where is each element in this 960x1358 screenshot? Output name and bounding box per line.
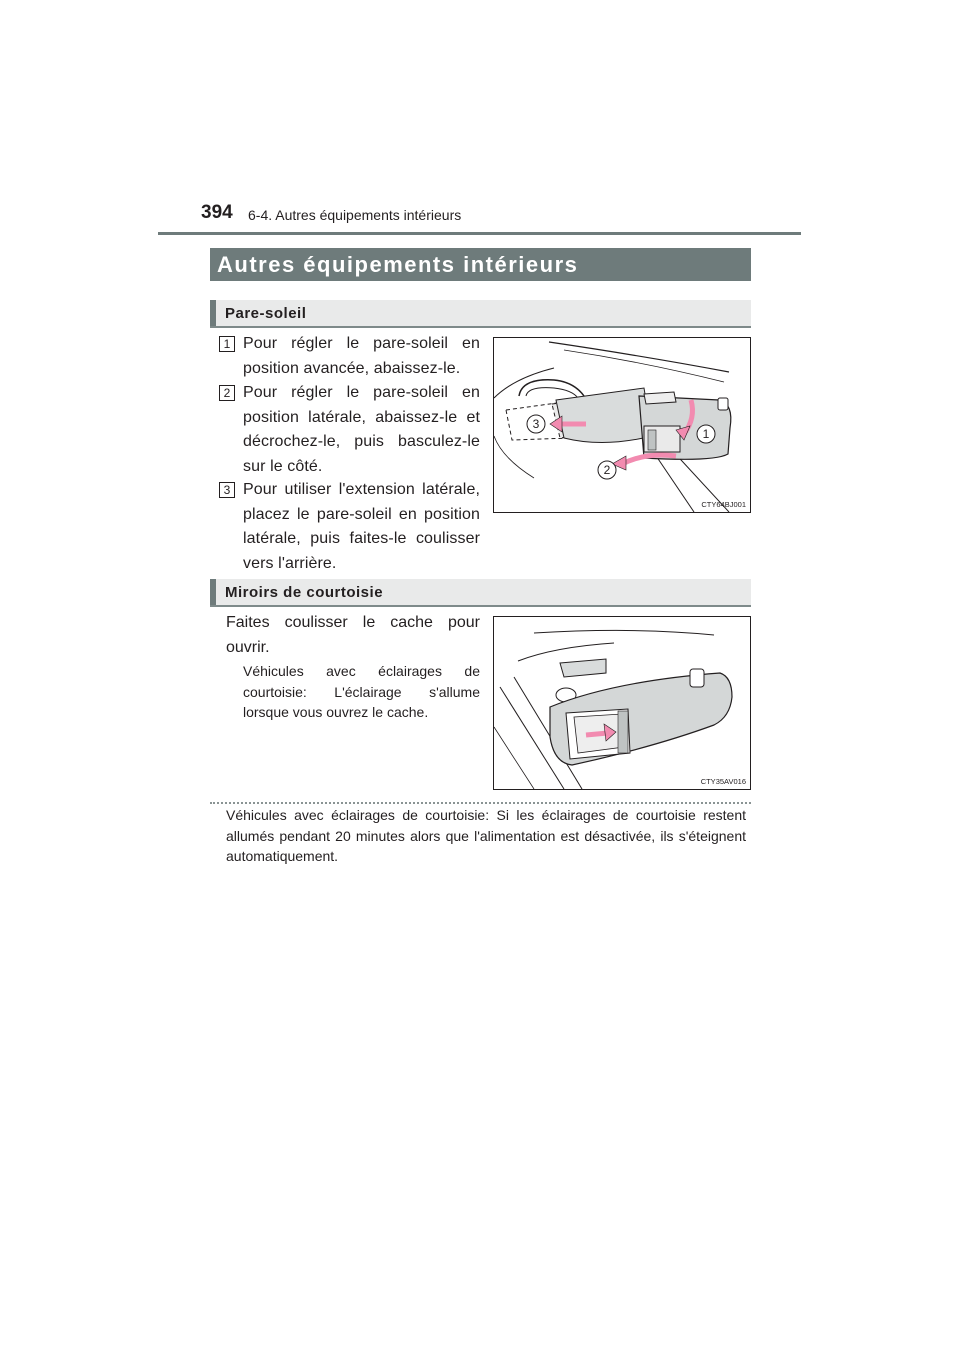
header-rule (158, 232, 801, 235)
mirror-instruction: Faites coulisser le cache pour ouvrir. (226, 614, 480, 656)
note-divider (210, 802, 751, 804)
sun-visor-drawing (494, 338, 750, 512)
callout-3-label: 3 (532, 417, 540, 431)
mirror-detail: Véhicules avec éclairages de courtoisie: L'éclairage s'allume lorsque vous ouvrez le cache. (243, 663, 480, 720)
breadcrumb: 6-4. Autres équipements intérieurs (248, 207, 462, 223)
step-text: Pour régler le pare-soleil en position avancée, abaissez-le. (243, 335, 480, 377)
step-number-badge: 2 (219, 385, 235, 401)
callout-2-label: 2 (603, 463, 611, 477)
vanity-mirror-drawing (494, 617, 750, 789)
step-number-badge: 1 (219, 336, 235, 352)
section-accent (210, 579, 216, 605)
step-text: Pour régler le pare-soleil en position latérale, abaissez-le et décrochez-le, puis basculez-le sur le côté. (243, 384, 480, 475)
page-title: Autres équipements intérieurs (210, 248, 751, 281)
note-text: Véhicules avec éclairages de courtoisie: Si les éclairages de courtoisie restent allumés pendant 20 minutes alors que l'alimentation est désactivée, ils s'éteignent automatiquement. (226, 807, 746, 864)
sun-visor-illustration (493, 337, 751, 513)
section-heading-vanity-mirror (210, 579, 751, 607)
section-heading-sun-visor (210, 300, 751, 328)
step-text: Pour utiliser l'extension latérale, placez le pare-soleil en position latérale, puis faites-le coulisser vers l'arrière. (243, 481, 480, 572)
page-number: 394 (201, 202, 233, 223)
figure-caption: CTY64BJ001 (701, 500, 746, 509)
vanity-mirror-illustration (493, 616, 751, 790)
step-number-badge: 3 (219, 482, 235, 498)
section-heading-label: Miroirs de courtoisie (225, 584, 384, 601)
callout-1-label: 1 (702, 427, 710, 441)
section-accent (210, 300, 216, 326)
section-heading-label: Pare-soleil (225, 305, 307, 322)
figure-caption: CTY35AV016 (700, 777, 746, 786)
